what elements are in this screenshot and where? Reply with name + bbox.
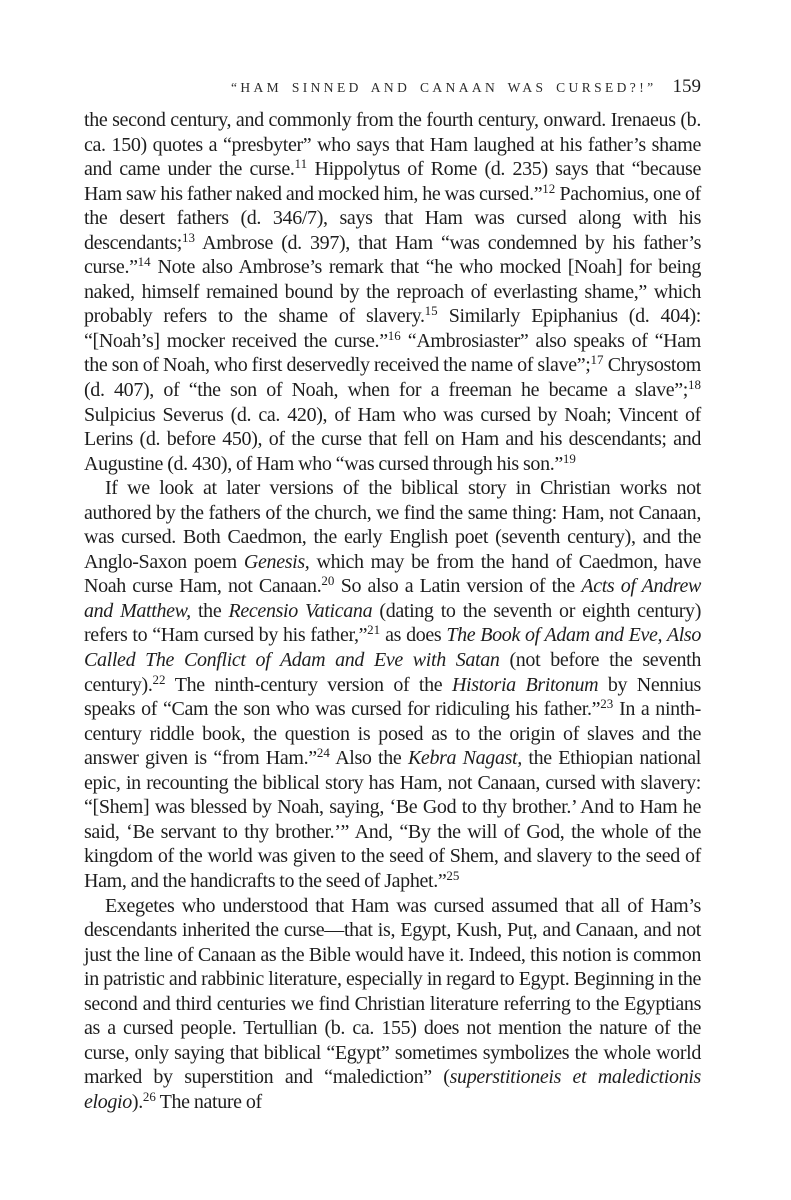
- italic-title: Genesis,: [243, 550, 310, 573]
- paragraph: [84, 894, 701, 1115]
- text-run: ).: [131, 1090, 143, 1113]
- text-run: Also the: [329, 747, 408, 770]
- footnote-marker: 17: [590, 352, 604, 368]
- footnote-marker: 23: [600, 696, 614, 712]
- footnote-marker: 25: [446, 867, 460, 883]
- text-run: The ninth-century version of the: [165, 673, 452, 696]
- text-run: the: [190, 599, 229, 622]
- text-run: In a ninth-century riddle book, the question is posed as to the origin of slaves and the answer given is “from Ham.”: [84, 698, 701, 770]
- text-run: Exegetes who understood that Ham was cursed assumed that all of Ham’s descendants inherited the curse—that is, Egypt, Kush, Puṭ, and Canaan, and not just the line of Canaan as the Bible would have it. Indeed, this notion is common in patristic and rabbinic literature, especially in regard to Egypt. Beginning in the second and third centuries we find Christian literature referring to the Egyptians as a cursed people. Tertullian (b. ca. 155) does not mention the nature of the curse, only saying that biblical “Egypt” sometimes symbolizes the whole world marked by superstition and “malediction” (: [84, 894, 701, 1089]
- running-title: “HAM SINNED AND CANAAN WAS CURSED?!”: [230, 80, 657, 95]
- italic-title: Acts of Andrew and Matthew,: [84, 575, 701, 622]
- text-run: Sulpicius Severus (d. ca. 420), of Ham who was cursed by Noah; Vincent of Lerins (d. before 450), of the curse that fell on Ham and his descendants; and Augustine (d. 430), of Ham who “was cursed through his son.”: [84, 403, 701, 475]
- footnote-marker: 19: [562, 450, 576, 466]
- text-run: So also a Latin version of the: [334, 575, 582, 598]
- italic-title: The Book of Adam and Eve, Also Called The Conflict of Adam and Eve with Satan: [84, 624, 701, 672]
- italic-title: superstitioneis et maledictionis elogio: [84, 1066, 701, 1113]
- footnote-marker: 18: [688, 377, 701, 393]
- footnote-marker: 21: [367, 622, 381, 638]
- footnote-marker: 26: [142, 1088, 156, 1104]
- body-text: [84, 108, 701, 1114]
- footnote-marker: 22: [152, 671, 166, 687]
- text-run: Hippolytus of Rome (d. 235) says that “because Ham saw his father naked and mocked him, he was cursed.”: [84, 158, 701, 205]
- text-run: (not before the seventh century).: [84, 649, 702, 696]
- text-run: (dating to the seventh or eighth century) refers to “Ham cursed by his father,”: [84, 599, 702, 647]
- text-run: which may be from the hand of Caedmon, have Noah curse Ham, not Canaan.: [84, 550, 701, 598]
- footnote-marker: 24: [316, 745, 330, 761]
- footnote-marker: 12: [542, 180, 556, 196]
- text-run: If we look at later versions of the biblical story in Christian works not authored by the fathers of the church, we find the same thing: Ham, not Canaan, was cursed. Both Caedmon, the early English poet (seventh century), and the Anglo-Saxon poem: [84, 477, 701, 573]
- italic-title: Kebra Nagast,: [407, 747, 522, 770]
- text-run: by Nennius speaks of “Cam the son who was cursed for ridiculing his father.”: [84, 673, 701, 721]
- italic-title: Recensio Vaticana: [228, 599, 373, 622]
- footnote-marker: 16: [387, 327, 401, 343]
- footnote-marker: 20: [321, 573, 335, 589]
- footnote-marker: 13: [182, 229, 195, 245]
- text-run: the Ethiopian national epic, in recounting the biblical story has Ham, not Canaan, cursed with slavery: “[Shem] was blessed by Noah, saying, ‘Be God to thy brother.’ And to Ham he said, ‘Be servant to thy brother.’” And, “By the will of God, the whole of the kingdom of the world was given to the seed of Shem, and slavery to the seed of Ham, and the handicrafts to the seed of Japhet.”: [84, 747, 701, 892]
- text-run: “Ambrosiaster” also speaks of “Ham the son of Noah, who first deservedly received the name of slave”;: [84, 329, 701, 377]
- text-run: Ambrose (d. 397), that Ham “was condemned by his father’s curse.”: [84, 231, 701, 279]
- italic-title: Historia Britonum: [451, 673, 599, 696]
- footnote-marker: 11: [294, 156, 308, 172]
- text-run: as does: [380, 624, 447, 647]
- text-run: The nature of: [155, 1090, 262, 1113]
- text-run: Pachomius, one of the desert fathers (d. 346/7), says that Ham was cursed along with his descendants;: [84, 182, 701, 254]
- footnote-marker: 15: [424, 303, 438, 319]
- page-number: 159: [672, 76, 701, 97]
- paragraph: [84, 476, 701, 893]
- text-run: the second century, and commonly from the fourth century, onward. Irenaeus (b. ca. 150) quotes a “presbyter” who says that Ham laughed at his father’s shame and came under the curse.: [84, 109, 701, 181]
- footnote-marker: 14: [137, 254, 151, 270]
- text-run: Note also Ambrose’s remark that “he who mocked [Noah] for being naked, himself remained bound by the reproach of everlasting shame,” which probably refers to the shame of slavery.: [84, 256, 701, 328]
- text-run: Chrysostom (d. 407), of “the son of Noah, when for a freeman he became a slave”;: [84, 354, 701, 402]
- text-run: Similarly Epiphanius (d. 404): “[Noah’s] mocker received the curse.”: [84, 305, 702, 352]
- running-head: [84, 76, 701, 102]
- paragraph: [84, 108, 701, 476]
